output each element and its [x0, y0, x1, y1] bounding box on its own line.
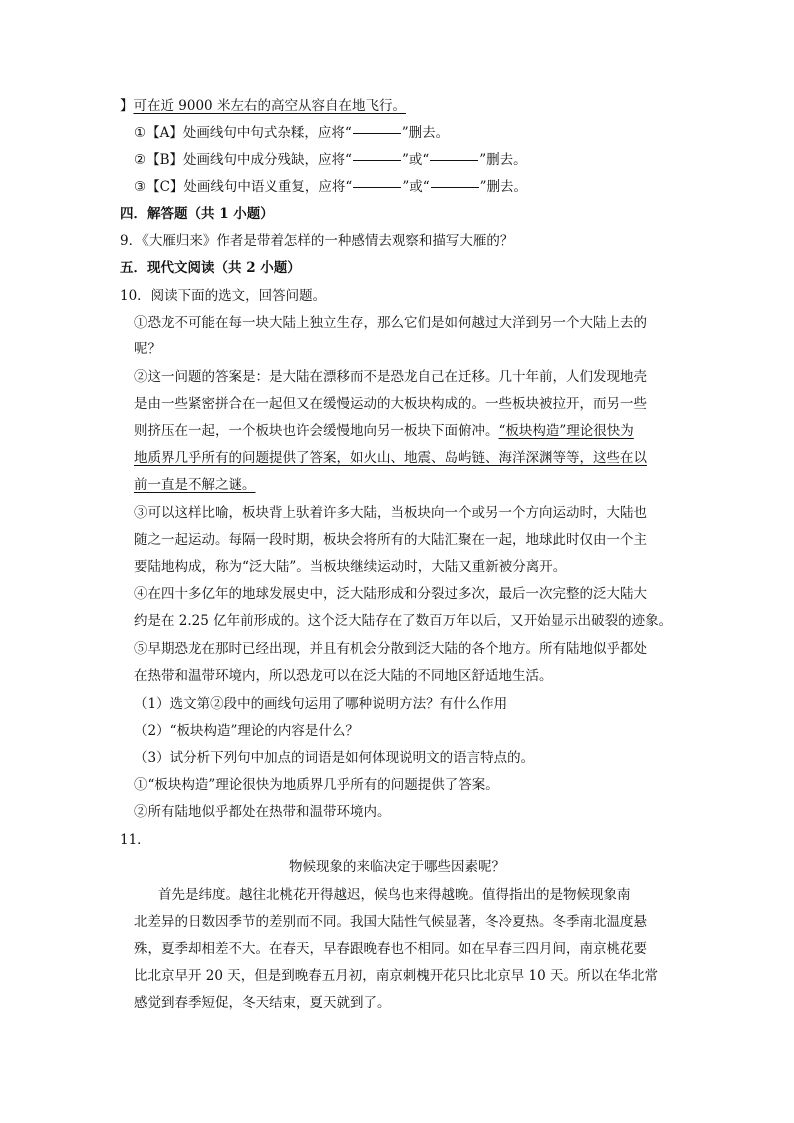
q11-passage-line2: 北差异的日数因季节的差别而不同。我国大陆性气候显著，冬冷夏热。冬季南北温度悬: [134, 914, 647, 930]
question-9: 9．《大雁归来》作者是带着怎样的一种感情去观察和描写大雁的？: [120, 233, 514, 249]
question-11-number: 11．: [120, 832, 151, 848]
passage-p3-line1: ③可以这样比喻，板块背上驮着许多大陆，当板块向一个或另一个方向运动时，大陆也: [134, 505, 647, 521]
section-heading-5: 五．现代文阅读（共 2 小题）: [120, 260, 301, 276]
passage-p5-line1: ⑤早期恐龙在那时已经出现，并且有机会分散到泛大陆的各个地方。所有陆地似乎都处: [134, 641, 647, 657]
fill-blank[interactable]: [353, 187, 401, 188]
answer-item-a: ①【A】处画线句中句式杂糅，应将“ ”删去。: [134, 125, 450, 141]
passage-p4-line2: 约是在 2.25 亿年前形成的。这个泛大陆存在了数百万年以后，又开始显示出破裂的迹象。: [134, 613, 673, 629]
answer-item-c: ③【C】处画线句中语义重复，应将“ ”或“ ”删去。: [134, 179, 528, 195]
prev-question-tail: [120, 96, 680, 116]
fill-blank[interactable]: [353, 160, 401, 161]
passage-p1-line2: 呢？: [134, 341, 161, 357]
passage-p3-line2: 随之一起运动。每隔一段时期，板块会将所有的大陆汇聚在一起，地球此时仅由一个主: [134, 532, 647, 548]
sub-question-2: （2）“板块构造”理论的内容是什么？: [134, 723, 359, 739]
q11-passage-line4: 比北京早开 20 天，但是到晚春五月初，南京刺槐开花只比北京早 10 天。所以在华北常: [134, 968, 659, 984]
question-10-intro: 10．阅读下面的选文，回答问题。: [120, 288, 327, 304]
passage-p1-line1: ①恐龙不可能在每一块大陆上独立生存，那么它们是如何越过大洋到另一个大陆上去的: [134, 315, 647, 331]
answer-item-b: ②【B】处画线句中成分残缺，应将“ ”或“ ”删去。: [134, 152, 527, 168]
fill-blank[interactable]: [353, 133, 401, 134]
q11-passage-line1: 首先是纬度。越往北桃花开得越迟，候鸟也来得越晚。值得指出的是物候现象南: [158, 887, 631, 903]
passage-p2-line3: 则挤压在一起，一个板块也许会缓慢地向另一板块下面俯冲。“板块构造”理论很快为: [134, 423, 634, 439]
fill-blank[interactable]: [431, 187, 479, 188]
passage-p3-line3: 要陆地构成，称为“泛大陆”。当板块继续运动时，大陆又重新被分离开。: [134, 559, 567, 575]
fill-blank[interactable]: [430, 160, 478, 161]
question-11-title: 物候现象的来临决定于哪些因素呢？: [289, 859, 505, 875]
passage-p2-line5: 前一直是不解之谜。: [134, 477, 256, 493]
passage-p5-line2: 在热带和温带环境内，所以恐龙可以在泛大陆的不同地区舒适地生活。: [134, 668, 553, 684]
sub-question-3: （3）试分析下列句中加点的词语是如何体现说明文的语言特点的。: [134, 750, 535, 766]
underlined-sentence-c: 可在近 9000 米左右的高空从容自在地飞行。: [133, 98, 406, 114]
passage-p4-line1: ④在四十多亿年的地球发展史中，泛大陆形成和分裂过多次，最后一次完整的泛大陆大: [134, 586, 647, 602]
q11-passage-line5: 感觉到春季短促，冬天结束，夏天就到了。: [134, 995, 391, 1011]
underlined-sentence: “板块构造”理论很快为: [498, 423, 634, 439]
sub-question-1: （1）选文第②段中的画线句运用了哪种说明方法？有什么作用: [134, 696, 508, 712]
sub-question-3a: ①“板块构造”理论很快为地质界几乎所有的问题提供了答案。: [134, 777, 499, 793]
passage-p2-line2: 是由一些紧密拼合在一起但又在缓慢运动的大板块构成的。一些板块被拉开，而另一些: [134, 396, 647, 412]
passage-p2-line4: 地质界几乎所有的问题提供了答案，如火山、地震、岛屿链、海洋深渊等等，这些在以: [134, 450, 647, 466]
sub-question-3b: ②所有陆地似乎都处在热带和温带环境内。: [134, 804, 391, 820]
bracket-close: 】: [120, 98, 134, 114]
section-heading-4: 四．解答题（共 1 小题）: [120, 206, 274, 222]
passage-p2-line1: ②这一问题的答案是：是大陆在漂移而不是恐龙自己在迁移。几十年前，人们发现地壳: [134, 369, 647, 385]
q11-passage-line3: 殊，夏季却相差不大。在春天，早春跟晚春也不相同。如在早春三四月间，南京桃花要: [134, 941, 647, 957]
